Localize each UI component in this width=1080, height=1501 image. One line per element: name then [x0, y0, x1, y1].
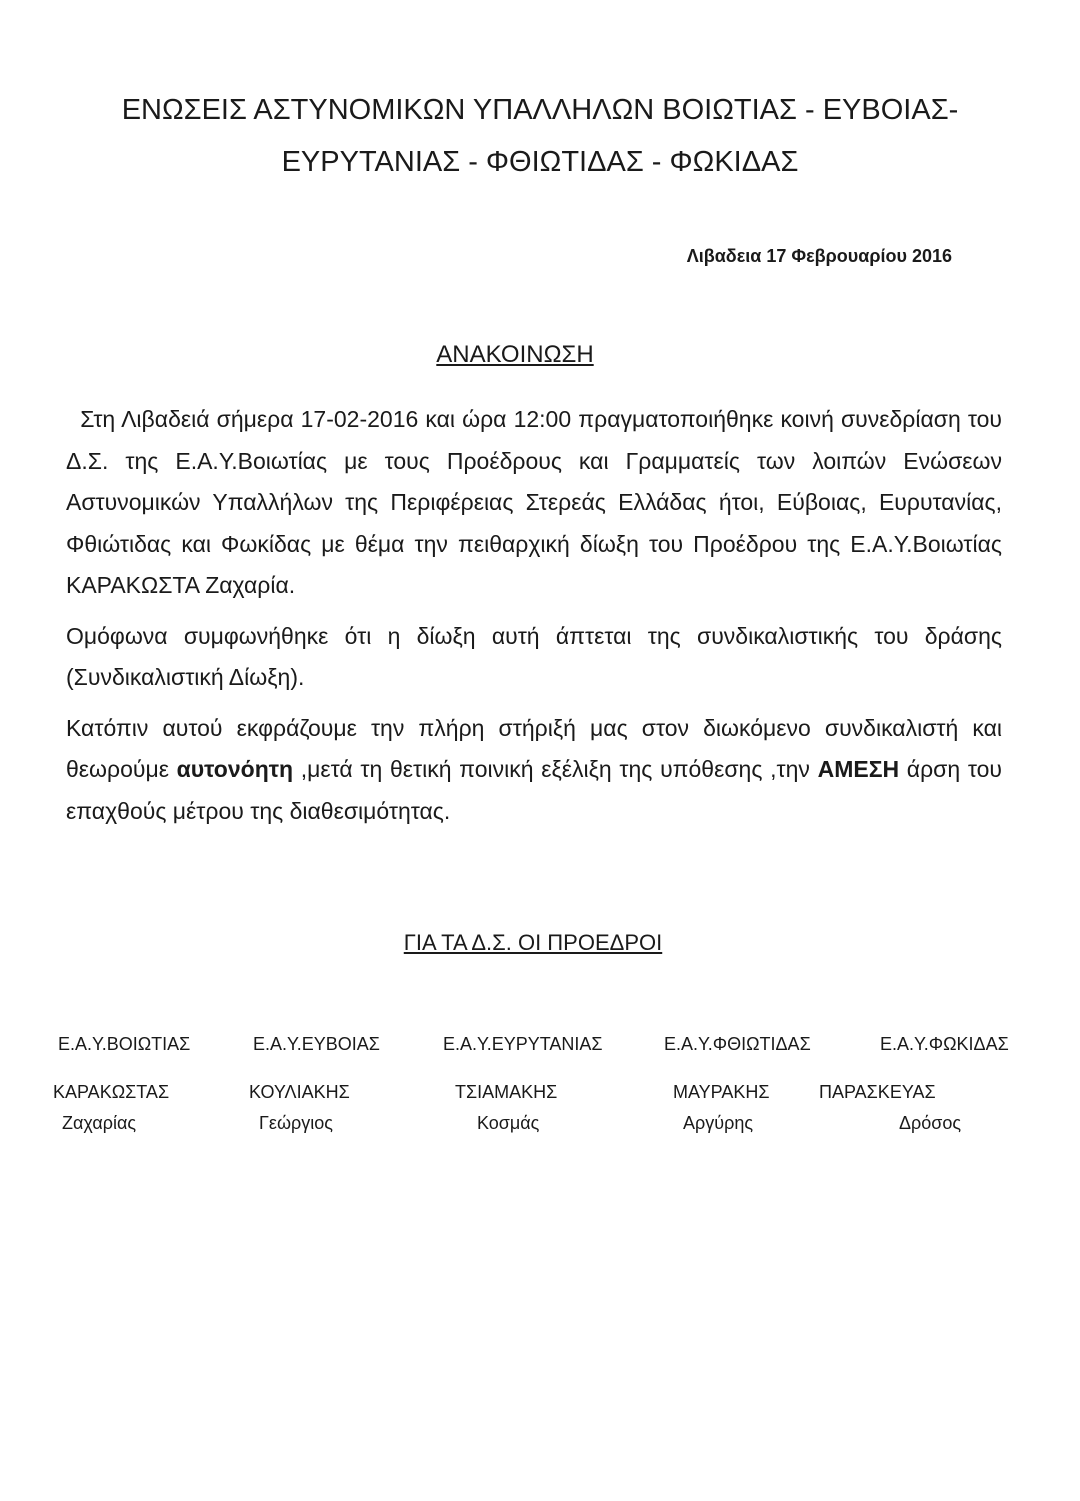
document-date: Λιβαδεια 17 Φεβρουαρίου 2016 — [686, 246, 952, 266]
signatory-union: Ε.Α.Υ.ΦΘΙΩΤΙΔΑΣ — [664, 1034, 811, 1054]
title-line-2: ΕΥΡΥΤΑΝΙΑΣ - ΦΘΙΩΤΙΔΑΣ - ΦΩΚΙΔΑΣ — [281, 146, 799, 178]
document-title — [60, 84, 1020, 188]
signatory-first-name: Δρόσος — [899, 1113, 962, 1133]
paragraph-3-bold-1: αυτονόητη — [176, 756, 294, 782]
announcement-body — [66, 399, 1002, 841]
announcement-heading: ΑΝΑΚΟΙΝΩΣΗ — [436, 341, 594, 368]
signatory-union: Ε.Α.Υ.ΒΟΙΩΤΙΑΣ — [58, 1034, 191, 1054]
paragraph-3 — [66, 708, 1002, 833]
paragraph-1-text: Στη Λιβαδειά σήμερα 17-02-2016 και ώρα 12:00 πραγματοποιήθηκε κοινή συνεδρίαση του Δ.Σ. της Ε.Α.Υ.Βοιωτίας με τους Προέδρους και Γραμματείς των λοιπών Ενώσεων Αστυνομικών Υπαλλήλων της Περιφέρειας Στερεάς Ελλάδας ήτοι, Εύβοιας, Ευρυτανίας, Φθιώτιδας και Φωκίδας με θέμα την πειθαρχική δίωξη του Προέδρου της Ε.Α.Υ.Βοιωτίας ΚΑΡΑΚΩΣΤΑ Ζαχαρία. — [66, 406, 1003, 598]
signatory-union: Ε.Α.Υ.ΦΩΚΙΔΑΣ — [880, 1034, 1009, 1054]
paragraph-3-part-3: άρση του επαχθούς μέτρου της διαθεσιμότητας. — [66, 756, 1002, 824]
signatory-first-name: Γεώργιος — [259, 1113, 333, 1133]
paragraph-3-bold-2: ΑΜΕΣΗ — [817, 756, 900, 782]
paragraph-1 — [66, 399, 1002, 607]
paragraph-2: Ομόφωνα συμφωνήθηκε ότι η δίωξη αυτή άπτεται της συνδικαλιστικής του δράσης (Συνδικαλιστική Δίωξη). — [66, 622, 1002, 690]
signatory-surname: ΜΑΥΡΑΚΗΣ — [673, 1082, 770, 1102]
signatory-union: Ε.Α.Υ.ΕΥΡΥΤΑΝΙΑΣ — [443, 1034, 603, 1054]
signatory-surname: ΚΑΡΑΚΩΣΤΑΣ — [53, 1082, 170, 1102]
signatory-union: Ε.Α.Υ.ΕΥΒΟΙΑΣ — [253, 1034, 380, 1054]
title-line-1: ΕΝΩΣΕΙΣ ΑΣΤΥΝΟΜΙΚΩΝ ΥΠΑΛΛΗΛΩΝ ΒΟΙΩΤΙΑΣ - ΕΥΒΟΙΑΣ- — [121, 94, 959, 126]
signatory-surname: ΠΑΡΑΣΚΕΥΑΣ — [819, 1082, 936, 1102]
signoff-label: ΓΙΑ ΤΑ Δ.Σ. ΟΙ ΠΡΟΕΔΡΟΙ — [403, 930, 663, 955]
paragraph-3-part-1: Κατόπιν αυτού εκφράζουμε την πλήρη στήριξή μας στον διωκόμενο συνδικαλιστή και θεωρούμε — [66, 714, 1002, 782]
signatory-first-name: Ζαχαρίας — [62, 1113, 137, 1133]
paragraph-3-part-2: ,μετά τη θετική ποινική εξέλιξη της υπόθεσης ,την — [293, 756, 818, 782]
signatory-first-name: Αργύρης — [683, 1113, 754, 1133]
signatory-surname: ΚΟΥΛΙΑΚΗΣ — [249, 1082, 350, 1102]
signatory-first-name: Κοσμάς — [477, 1113, 540, 1133]
signatory-surname: ΤΣΙΑΜΑΚΗΣ — [455, 1082, 558, 1102]
